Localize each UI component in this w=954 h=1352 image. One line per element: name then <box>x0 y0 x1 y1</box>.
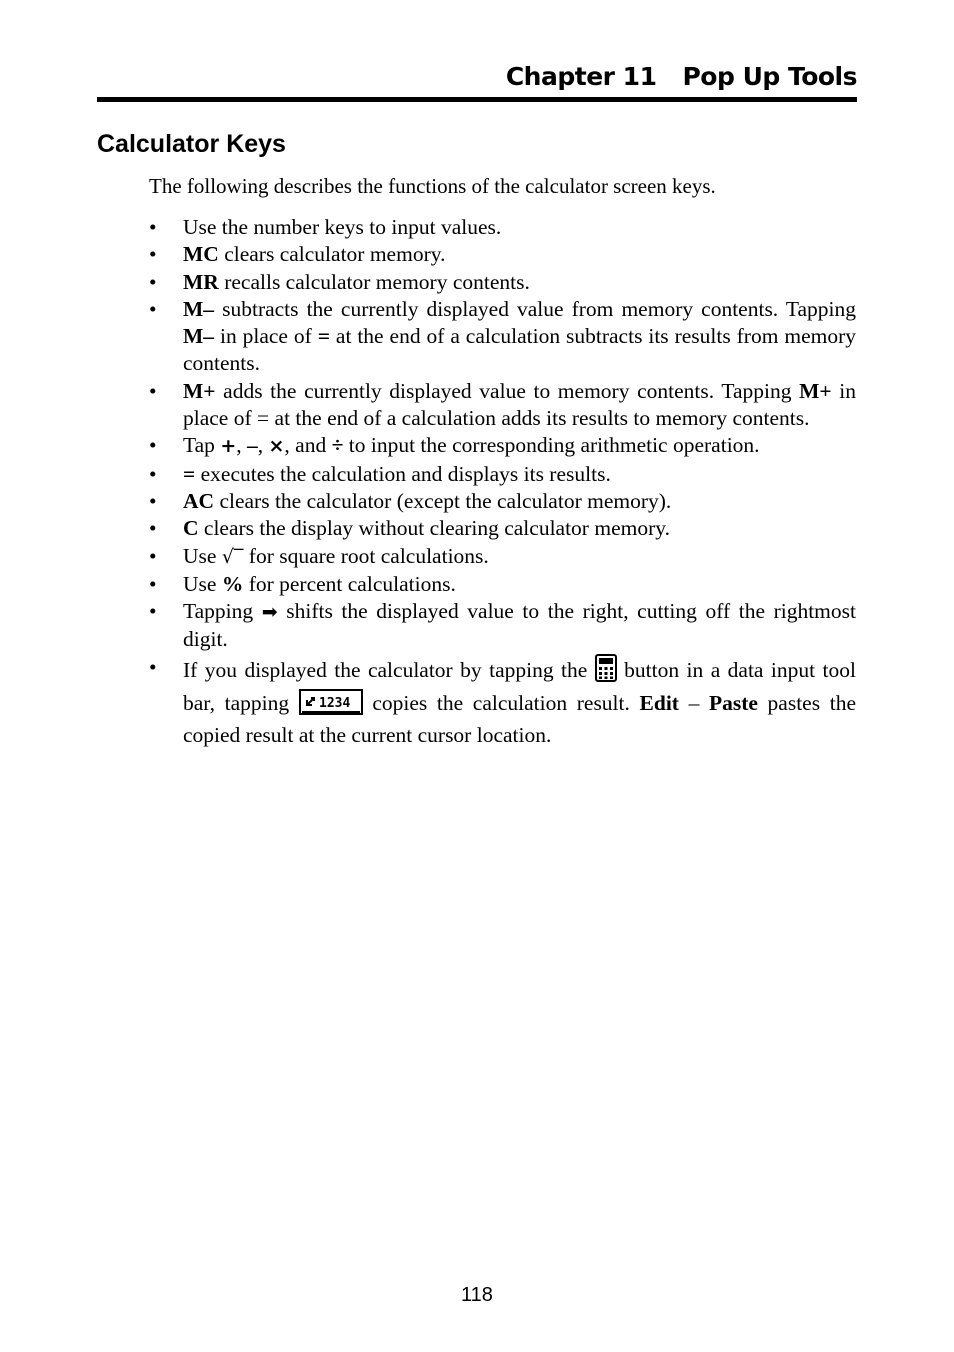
bullet: • <box>149 269 157 294</box>
key-name: = <box>317 324 330 349</box>
key-name: MC <box>183 242 219 267</box>
key-name: MR <box>183 269 219 294</box>
list-item: • Use √‾ for square root calculations. <box>149 543 856 571</box>
square-root-icon: √‾ <box>221 545 244 568</box>
paste-menu-label: Paste <box>708 691 758 716</box>
bullet: • <box>149 461 157 486</box>
bullet: • <box>149 599 157 624</box>
edit-menu-label: Edit <box>639 691 679 716</box>
bullet: • <box>149 516 157 541</box>
times-key: × <box>268 435 285 458</box>
key-name: AC <box>183 488 215 513</box>
key-description-list <box>149 214 856 750</box>
list-item: • MR recalls calculator memory contents. <box>149 269 856 296</box>
chapter-heading <box>506 62 857 91</box>
key-name: M– <box>183 296 215 321</box>
calculator-icon <box>595 654 617 689</box>
list-item: • MC clears calculator memory. <box>149 241 856 268</box>
list-item: • Use % for percent calculations. <box>149 571 856 598</box>
chapter-header <box>97 58 857 102</box>
bullet: • <box>149 215 157 239</box>
shift-right-arrow-icon: ➡ <box>261 601 278 624</box>
list-item: • Tapping ➡ shifts the displayed value to the right, cutting off the rightmost digit. <box>149 599 856 652</box>
divide-key: ÷ <box>331 433 344 458</box>
chapter-title: Pop Up Tools <box>682 62 857 91</box>
list-item: • If you displayed the calculator by tapping the button in a data input tool bar, tapping 1234 copies the calculation result. Edit – Paste pastes the copied result at the current cursor location. <box>149 654 856 748</box>
bullet: • <box>149 488 157 513</box>
intro-paragraph: The following describes the functions of the calculator screen keys. <box>149 174 716 198</box>
list-item: • C clears the display without clearing calculator memory. <box>149 515 856 542</box>
list-item: • M– subtracts the currently displayed value from memory contents. Tapping M– in place of = at the end of a calculation subtracts its results from memory contents. <box>149 296 856 376</box>
plus-key: + <box>220 435 237 458</box>
bullet: • <box>149 378 157 403</box>
percent-key: % <box>221 571 244 596</box>
key-name: M+ <box>183 378 216 403</box>
key-name: M– <box>183 324 215 349</box>
minus-key: – <box>246 433 258 458</box>
bullet: • <box>149 242 157 267</box>
key-name: = <box>257 406 270 431</box>
equals-key: = <box>183 461 196 486</box>
bullet: • <box>149 433 157 458</box>
copy-result-icon <box>299 689 363 722</box>
list-item: • = executes the calculation and displays its results. <box>149 461 856 488</box>
bullet: • <box>149 296 157 321</box>
list-item: • AC clears the calculator (except the calculator memory). <box>149 488 856 515</box>
chapter-label: Chapter 11 <box>505 62 657 91</box>
list-item: • Use the number keys to input values. <box>149 214 856 241</box>
key-name: C <box>183 516 199 541</box>
bullet: • <box>149 571 157 596</box>
bullet: • <box>149 654 157 679</box>
section-title: Calculator Keys <box>97 130 286 158</box>
key-name: M+ <box>799 378 832 403</box>
list-item: • M+ adds the currently displayed value to memory contents. Tapping M+ in place of = at the end of a calculation adds its results to memory contents. <box>149 378 856 431</box>
page-number: 118 <box>461 1284 493 1306</box>
copy-result-label: 1234 <box>318 696 351 712</box>
list-item: • Tap +, –, ×, and ÷ to input the corresponding arithmetic operation. <box>149 432 856 460</box>
bullet: • <box>149 543 157 568</box>
